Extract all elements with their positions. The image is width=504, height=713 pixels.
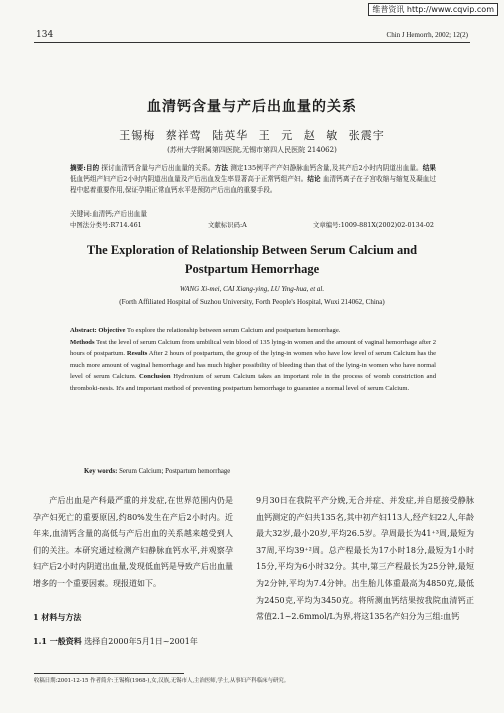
article-number: 文章编号:1009-881X(2002)02-0134-02 xyxy=(313,221,434,229)
chinese-authors: 王锡梅 蔡祥莺 陆英华 王 元 赵 敏 张震宇 xyxy=(119,129,385,142)
en-results-label: Results xyxy=(126,350,148,357)
footnote: 收稿日期:2001-12-15 作者简介:王锡梅(1968-),女,汉族,无锡市人,主治医师,学士,从事妇产科临床与研究。 xyxy=(34,678,290,684)
header-rule xyxy=(34,42,470,43)
abstract-result-label: 结果 xyxy=(422,164,436,172)
body-right-column: 9月30日在我院平产分娩,无合并症、并发症,并自愿接受静脉血钙测定的产妇共135名,其中初产妇113人,经产妇22人,年龄最大32岁,最小20岁,平均26.5岁。孕周最长为41⁺³周,最短为37周,平均39⁺²周。总产程最长为17小时18分,最短为1小时15分,平均为6小时32分。其中,第三产程最长为25分钟,最短为2分钟,平均为7.4分钟。出生胎儿体重最高为4850克,最低为2450克,平均为3450克。将所测血钙结果按我院血清钙正常值2.1~2.6mmol/L为界,将这135名产妇分为三组:血钙 xyxy=(256,496,474,622)
en-conclusion-text: Hydronium of serum Calcium takes an important role in the process of womb constriction and thromboki-nesis. It's and important method of preventing postpartum hemorrhage to guarantee a normal level of serum Calcium. xyxy=(70,373,436,392)
english-title-line1: The Exploration of Relationship Between Serum Calcium and xyxy=(86,243,418,257)
subsection-line xyxy=(33,633,233,651)
page-number: 134 xyxy=(36,30,54,40)
en-results-text: After 2 hours of postpartum, the group of the lying-in women who have low level of serum Calcium has the much more amount of vaginal hemorrhage and has much higher possibility of bleeding than that of the lying-in women who have normal level of serum Calcium. xyxy=(70,350,436,380)
en-conclusion-label: Conclusion xyxy=(139,373,171,380)
abstract-method-text: 测定135例平产产妇静脉血钙含量,及其产后2小时内阴道出血量。 xyxy=(228,164,423,172)
english-title xyxy=(0,241,504,279)
body-left-column xyxy=(33,493,233,651)
english-title-line2: Postpartum Hemorrhage xyxy=(184,262,320,276)
classification-line xyxy=(70,220,434,229)
abstract-conclusion-label: 结论 xyxy=(307,175,321,184)
english-abstract xyxy=(70,325,436,394)
en-methods-text: Test the level of serum Calcium from umbilical vein blood of 135 lying-in women and the amount of vaginal hemorrhage after 2 hours of postpartum. xyxy=(70,338,436,357)
source-watermark: 维普资讯 http://www.cqvip.com xyxy=(368,3,498,16)
en-keywords-text: Serum Calcium; Postpartum hemorrhage xyxy=(119,468,231,475)
journal-header: Chin J Hemorrh, 2002; 12(2) xyxy=(386,31,468,39)
intro-paragraph: 产后出血是产科最严重的并发症,在世界范围内仍是孕产妇死亡的重要原因,约80%发生在产后2小时内。近年来,血清钙含量的高低与产后出血的关系越来越受到人们的关注。本研究通过检测产妇静脉血钙水平,并观察孕妇产后2小时内阴道出血量,发现低血钙是导致产后出血量增多的一个重要因素。现报道如下。 xyxy=(33,496,233,588)
abstract-method-label: 方法 xyxy=(214,164,229,172)
english-authors: WANG Xi-mei, CAI Xiang-ying, LU Ying-hua, et al. xyxy=(179,285,325,293)
en-methods-label: Methods xyxy=(70,338,95,346)
abstract-conclusion-text: 血清钙离子在子宫收缩与缩复及凝血过程中起着重要作用,保证孕期正常血钙水平是预防产后出血的重要手段。 xyxy=(70,175,436,195)
abstract-objective-label: 摘要:目的 xyxy=(70,164,100,172)
document-code: 文献标识码:A xyxy=(208,221,247,229)
abstract-objective-text: 探讨血清钙含量与产后出血量的关系。 xyxy=(99,164,215,172)
english-affiliation: (Forth Affiliated Hospital of Suzhou University, Forth People's Hospital, Wuxi 214062, China) xyxy=(119,298,385,306)
clc-number: 中图法分类号:R714.461 xyxy=(70,221,142,229)
abstract-result-text: 低血钙组产妇产后2小时内阴道出血量及产后出血发生率显著高于正常钙组产妇。 xyxy=(70,175,308,184)
subsection-heading: 1.1 一般资料 xyxy=(33,636,82,647)
english-keywords xyxy=(84,468,230,475)
subsection-text: 选择自2000年5月1日~2001年 xyxy=(81,637,198,647)
chinese-title: 血清钙含量与产后出血量的关系 xyxy=(147,99,357,115)
section-heading: 1 材料与方法 xyxy=(33,611,82,622)
chinese-affiliation: (苏州大学附属第四医院,无锡市第四人民医院 214062) xyxy=(167,146,337,154)
en-objective-text: To explore the relationship between serum Calcium and postpartum hemorrhage. xyxy=(125,327,341,334)
chinese-keywords: 关键词:血清钙;产后出血量 xyxy=(70,210,147,218)
footnote-rule xyxy=(34,673,184,674)
en-keywords-label: Key words: xyxy=(84,468,118,475)
en-objective-label: Abstract: Objective xyxy=(70,327,126,334)
chinese-abstract xyxy=(70,163,436,197)
